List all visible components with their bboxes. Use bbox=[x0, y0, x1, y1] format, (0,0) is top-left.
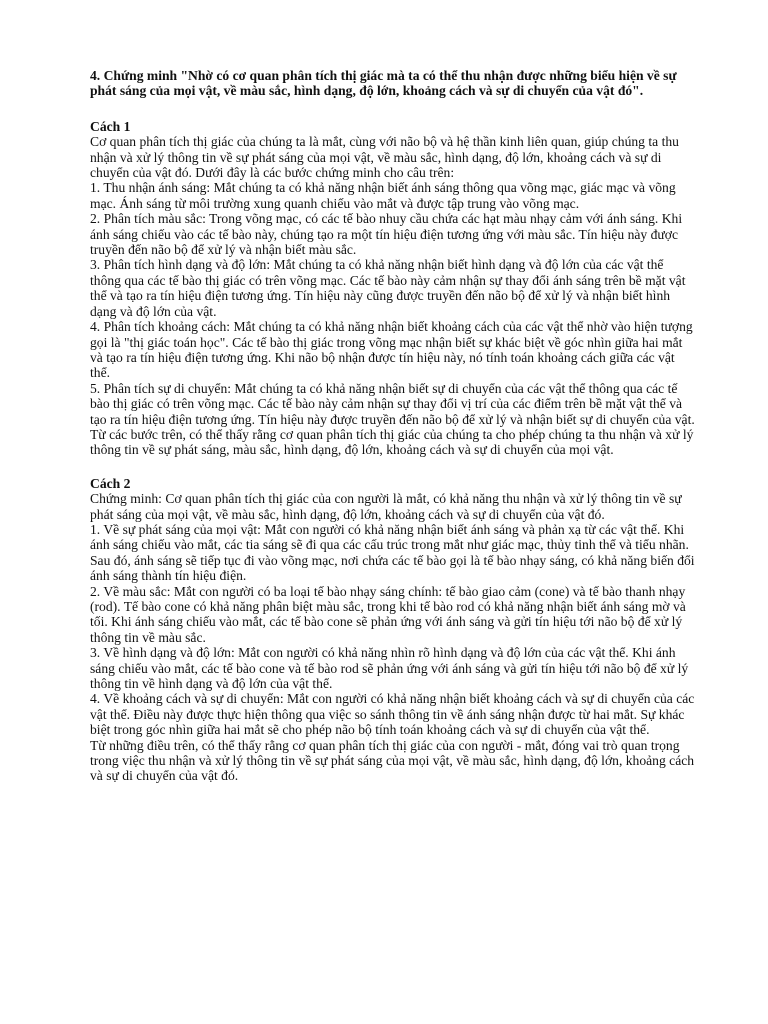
section-2-item-3: 3. Về hình dạng và độ lớn: Mắt con người có khả năng nhìn rõ hình dạng và độ lớn của các vật thể. Khi ánh sáng chiếu vào mắt, các tế bào cone và tế bào rod sẽ phản ứng với ánh sáng và gửi tín hiệu tới não bộ để xử lý thông tin về hình dạng và độ lớn của vật thể. bbox=[90, 645, 689, 692]
section-1-title: Cách 1 bbox=[90, 118, 131, 134]
section-1-conclusion: Từ các bước trên, có thể thấy rằng cơ quan phân tích thị giác của chúng ta cho phép chúng ta thu nhận và xử lý thông tin về sự phát sáng, màu sắc, hình dạng, độ lớn, khoảng cách và sự di chuyển của mọi vật. bbox=[90, 426, 694, 458]
section-1-item-1: 1. Thu nhận ánh sáng: Mắt chúng ta có khả năng nhận biết ánh sáng thông qua võng mạc, giác mạc và võng mạc. Ánh sáng từ môi trường xung quanh chiếu vào mắt và được tập trung vào võng mạc. bbox=[90, 180, 676, 211]
section-1-item-4: 4. Phân tích khoảng cách: Mắt chúng ta có khả năng nhận biết khoảng cách của các vật thể nhờ vào hiện tượng gọi là "thị giác toán học". Các tế bào thị giác trong võng mạc nhận biết sự khác biệt về góc nhìn giữa hai mắt và tạo ra tín hiệu điện tương ứng. Khi não bộ nhận được tín hiệu này, nó tính toán khoảng cách giữa các vật thể. bbox=[90, 319, 693, 381]
section-1-item-3: 3. Phân tích hình dạng và độ lớn: Mắt chúng ta có khả năng nhận biết hình dạng và độ lớn của các vật thể thông qua các tế bào thị giác có trên võng mạc. Các tế bào này cảm nhận sự thay đổi ánh sáng trên bề mặt vật thể và tạo ra tín hiệu điện tương ứng. Tín hiệu này cũng được truyền đến não bộ để xử lý và nhận biết hình dạng và độ lớn của vật. bbox=[90, 257, 686, 319]
section-2-item-4: 4. Về khoảng cách và sự di chuyển: Mắt con người có khả năng nhận biết khoảng cách và sự di chuyển của các vật thể. Điều này được thực hiện thông qua việc so sánh thông tin về ánh sáng nhận được từ hai mắt. Sự khác biệt trong góc nhìn giữa hai mắt sẽ cho phép não bộ tính toán khoảng cách và sự di chuyển của vật thể. bbox=[90, 691, 695, 738]
section-1-intro: Cơ quan phân tích thị giác của chúng ta là mắt, cùng với não bộ và hệ thần kinh liên quan, giúp chúng ta thu nhận và xử lý thông tin về sự phát sáng của mọi vật, về màu sắc, hình dạng, độ lớn, khoảng cách và sự di chuyển của vật đó. Dưới đây là các bước chứng minh cho câu trên: bbox=[90, 134, 679, 181]
document-heading: 4. Chứng minh "Nhờ có cơ quan phân tích thị giác mà ta có thể thu nhận được những biểu hiện về sự phát sáng của mọi vật, về màu sắc, hình dạng, độ lớn, khoảng cách và sự di chuyển của vật đó". bbox=[90, 68, 677, 99]
section-2-item-2: 2. Về màu sắc: Mắt con người có ba loại tế bào nhạy sáng chính: tế bào giao cảm (cone) và tế bào thanh nhạy (rod). Tế bào cone có khả năng phân biệt màu sắc, trong khi tế bào rod có khả năng nhận biết ánh sáng mờ và tối. Khi ánh sáng chiếu vào mắt, các tế bào cone sẽ phản ứng với ánh sáng và gửi tín hiệu tới não bộ để xử lý thông tin về màu sắc. bbox=[90, 583, 686, 645]
section-2-conclusion: Từ những điều trên, có thể thấy rằng cơ quan phân tích thị giác của con người - mắt, đóng vai trò quan trọng trong việc thu nhận và xử lý thông tin về sự phát sáng của mọi vật, về màu sắc, hình dạng, độ lớn, khoảng cách và sự di chuyển của vật đó. bbox=[90, 737, 695, 784]
section-1-item-2: 2. Phân tích màu sắc: Trong võng mạc, có các tế bào nhuy cầu chứa các hạt màu nhạy cảm với ánh sáng. Khi ánh sáng chiếu vào các tế bào này, chúng tạo ra một tín hiệu điện tương ứng với màu sắc. Tín hiệu này được truyền đến não bộ để xử lý và nhận biết màu sắc. bbox=[90, 211, 683, 258]
section-2-title: Cách 2 bbox=[90, 475, 131, 491]
section-2-intro: Chứng minh: Cơ quan phân tích thị giác của con người là mắt, có khả năng thu nhận và xử lý thông tin về sự phát sáng của mọi vật, về màu sắc, hình dạng, độ lớn, khoảng cách và sự di chuyển của vật đó. bbox=[90, 491, 682, 522]
section-gap bbox=[90, 458, 696, 476]
document-page bbox=[90, 68, 696, 784]
section-1-item-5: 5. Phân tích sự di chuyển: Mắt chúng ta có khả năng nhận biết sự di chuyển của các vật thể thông qua các tế bào thị giác có trên võng mạc. Các tế bào này cảm nhận sự thay đổi vị trí của các điểm trên bề mặt vật thể và tạo ra tín hiệu điện tương ứng. Tín hiệu này được truyền đến não bộ để xử lý và nhận biết sự di chuyển của vật. bbox=[90, 380, 695, 427]
section-2-item-1: 1. Về sự phát sáng của mọi vật: Mắt con người có khả năng nhận biết ánh sáng và phản xạ từ các vật thể. Khi ánh sáng chiếu vào mắt, các tia sáng sẽ đi qua các cấu trúc trong mắt như giác mạc, thủy tinh thể và tiểu nhãn. Sau đó, ánh sáng sẽ tiếp tục đi vào võng mạc, nơi chứa các tế bào gọi là tế bào nhạy sáng, có khả năng biến đổi ánh sáng thành tín hiệu điện. bbox=[90, 521, 695, 584]
